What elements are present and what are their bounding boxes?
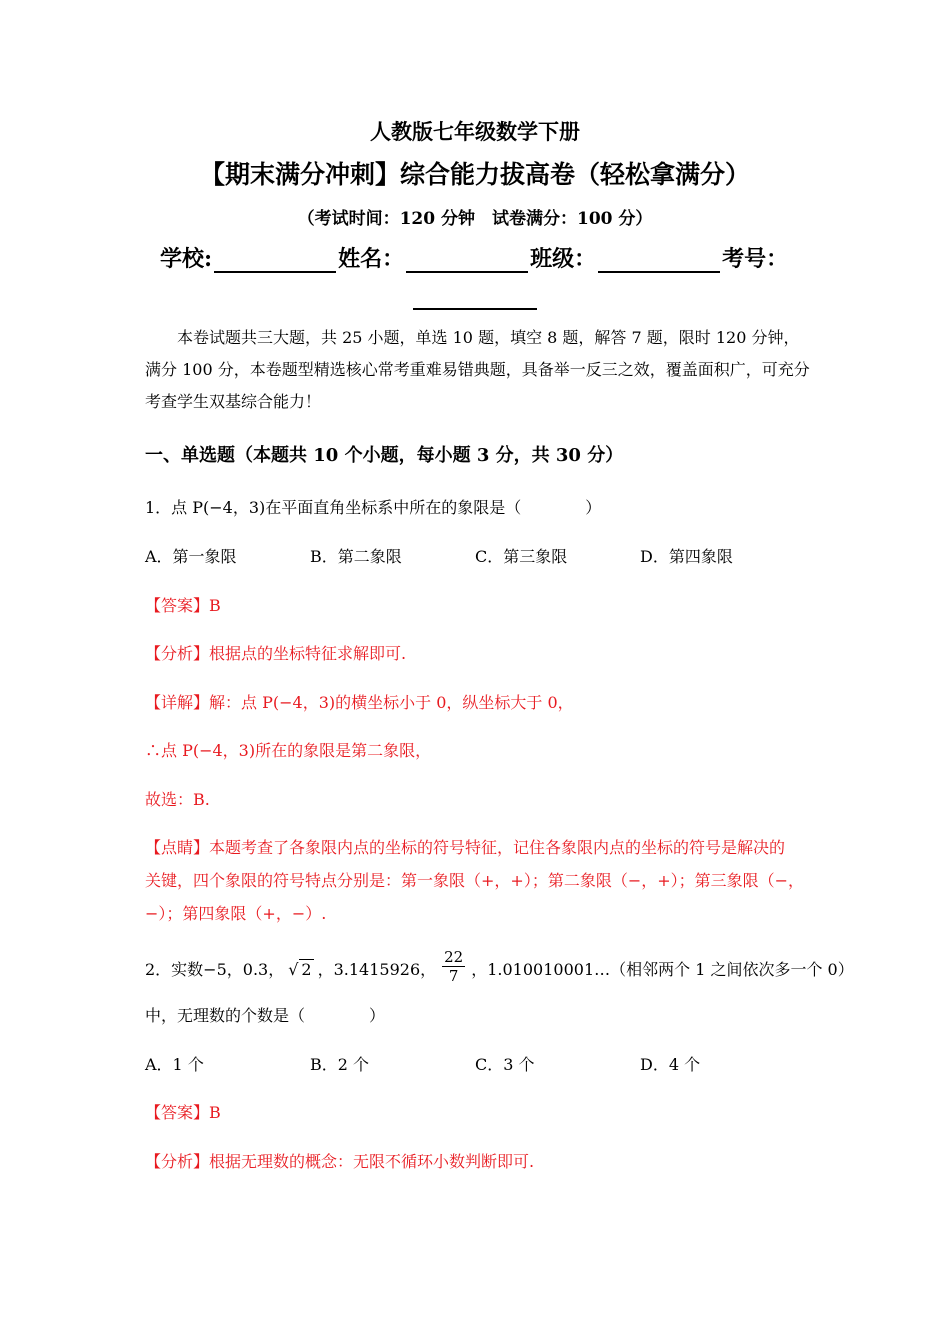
q2-option-a: A．1 个 (145, 1055, 204, 1074)
student-info-line (160, 242, 788, 273)
q1-option-d: D．第四象限 (640, 547, 733, 566)
q1-detail-3: 故选：B. (145, 790, 210, 809)
exam-intro: 本卷试题共三大题，共 25 小题，单选 10 题，填空 8 题，解答 7 题，限时 120 分钟，满分 100 分，本卷题型精选核心常考重难易错典题，具备举一反三之效，覆盖面积广，可充分考查学生双基综合能力！ (145, 328, 810, 411)
q1-answer (145, 593, 221, 616)
analysis-text: 根据无理数的概念：无限不循环小数判断即可. (209, 1152, 535, 1171)
q2-option-d: D．4 个 (640, 1055, 701, 1074)
q2-stem-part-a: 2．实数−5，0.3， (145, 960, 285, 979)
answer-value: B (209, 596, 221, 615)
q2-answer (145, 1100, 221, 1123)
section-heading: 一、单选题（本题共 10 个小题，每小题 3 分，共 30 分） (145, 445, 624, 466)
q1-option-c: C．第三象限 (475, 547, 568, 566)
fraction-expression (442, 948, 465, 985)
school-blank (214, 249, 336, 273)
q2-analysis (145, 1149, 534, 1172)
q1-comment-line-1 (145, 835, 785, 858)
q2-stem-part-b: ，3.1415926， (317, 960, 437, 979)
q1-option-b: B．第二象限 (310, 547, 402, 566)
school-label: 学校: (160, 246, 213, 272)
comment-text: 本题考查了各象限内点的坐标的符号特征，记住各象限内点的坐标的符号是解决的 (209, 838, 786, 857)
name-blank (406, 249, 528, 273)
name-label: 姓名： (338, 246, 405, 272)
question-2-stem-line-2: 中，无理数的个数是（ ） (145, 1006, 386, 1025)
document-title: 人教版七年级数学下册 (370, 119, 580, 144)
class-blank (598, 249, 720, 273)
number-label: 考号： (722, 246, 789, 272)
q2-option-b: B．2 个 (310, 1055, 370, 1074)
number-blank (413, 288, 537, 310)
analysis-tag: 【分析】 (145, 1152, 210, 1171)
fraction-denominator: 7 (448, 967, 459, 985)
q1-comment-line-2: 关键，四个象限的符号特点分别是：第一象限（+，+）；第二象限（−，+）；第三象限（−， (145, 871, 805, 890)
analysis-tag: 【分析】 (145, 644, 210, 663)
detail-text: 解：点 P(−4，3)的横坐标小于 0，纵坐标大于 0， (209, 693, 574, 712)
q1-analysis (145, 641, 406, 664)
q1-comment-line-3: −）；第四象限（+，−）. (145, 904, 327, 923)
q1-detail (145, 690, 574, 713)
class-label: 班级： (530, 246, 597, 272)
exam-time-info: （考试时间：120 分钟 试卷满分：100 分） (297, 209, 653, 229)
analysis-text: 根据点的坐标特征求解即可. (209, 644, 407, 663)
q1-detail-2: ∴点 P(−4，3)所在的象限是第二象限， (145, 741, 432, 760)
detail-tag: 【详解】 (145, 693, 210, 712)
comment-tag: 【点睛】 (145, 838, 210, 857)
sqrt-radicand: 2 (301, 960, 312, 979)
sqrt-expression: √ 2 (288, 960, 312, 979)
answer-value: B (209, 1103, 221, 1122)
q2-stem-part-c: ，1.010010001…（相邻两个 1 之间依次多一个 0） (471, 960, 854, 979)
q1-option-a: A．第一象限 (145, 547, 237, 566)
answer-tag: 【答案】 (145, 1103, 210, 1122)
answer-tag: 【答案】 (145, 596, 210, 615)
question-2-stem (145, 948, 854, 989)
q2-option-c: C．3 个 (475, 1055, 535, 1074)
exam-title: 【期末满分冲刺】综合能力拔高卷（轻松拿满分） (199, 160, 750, 189)
fraction-numerator: 22 (444, 948, 464, 966)
question-1-stem: 1．点 P(−4，3)在平面直角坐标系中所在的象限是（ ） (145, 498, 602, 517)
